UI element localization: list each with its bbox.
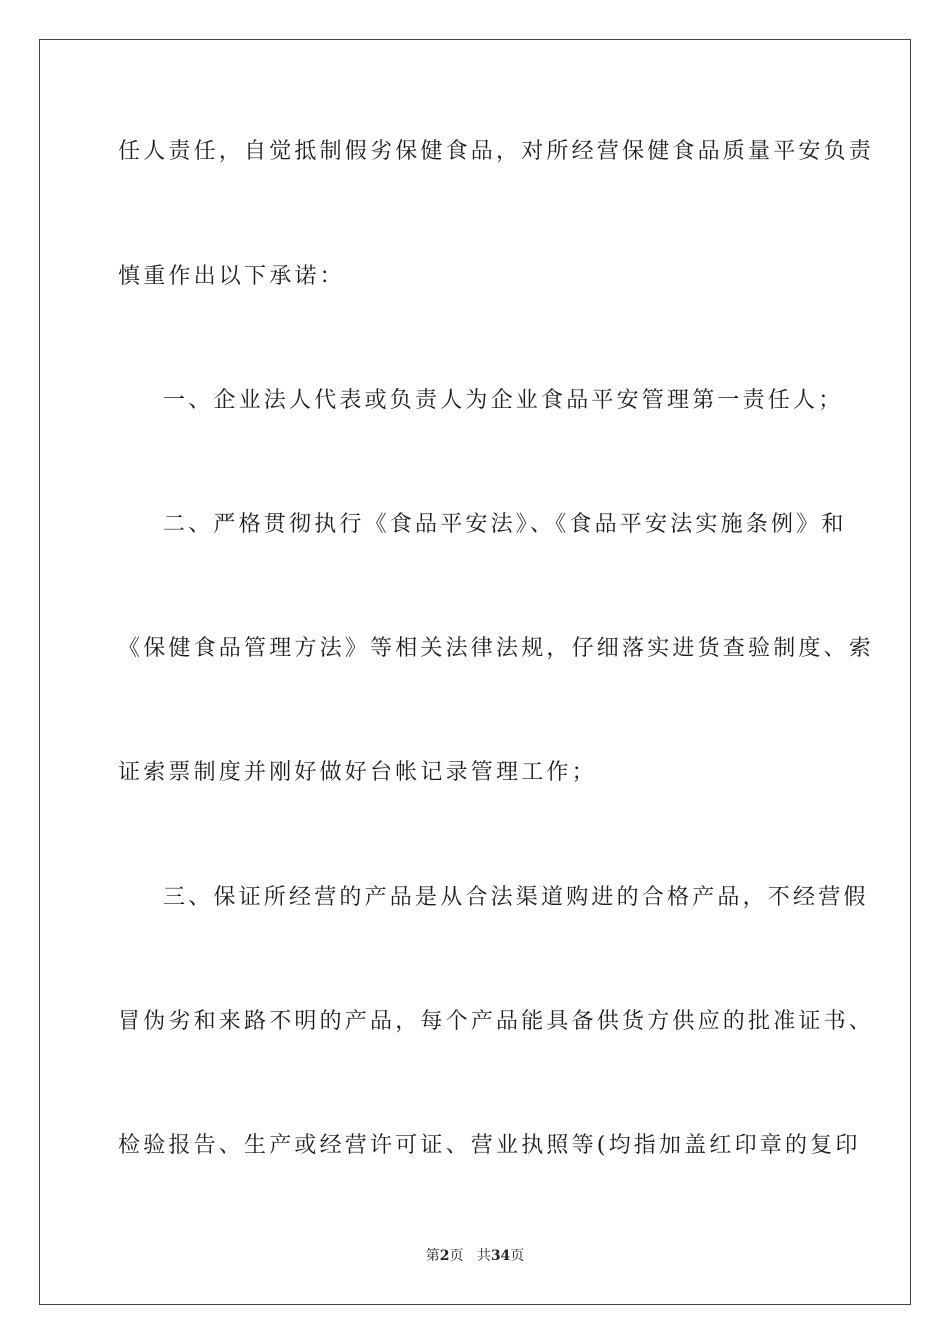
page-border: [39, 39, 911, 1305]
body-text-line: 检验报告、生产或经营许可证、营业执照等(均指加盖红印章的复印: [118, 1133, 861, 1158]
page-prefix: 第: [425, 1248, 440, 1264]
clause-three-line: 三、保证所经营的产品是从合法渠道购进的合格产品，不经营假: [163, 885, 869, 910]
clause-one-line: 一、企业法人代表或负责人为企业食品平安管理第一责任人；: [163, 388, 844, 413]
body-text-line: 冒伪劣和来路不明的产品，每个产品能具备供货方供应的批准证书、: [118, 1009, 875, 1034]
page-footer: [0, 1247, 950, 1265]
body-text-line: 任人责任，自觉抵制假劣保健食品，对所经营保健食品质量平安负责: [118, 139, 875, 164]
body-text-line: 《保健食品管理方法》等相关法律法规，仔细落实进货查验制度、索: [118, 636, 875, 661]
body-text-line: 证索票制度并刚好做好台帐记录管理工作；: [118, 760, 597, 785]
page-suffix: 页: [449, 1248, 464, 1264]
total-prefix: 共: [476, 1248, 491, 1264]
body-text-line: 慎重作出以下承诺：: [118, 264, 345, 289]
total-pages: 34: [490, 1248, 511, 1264]
page-number: 2: [439, 1248, 450, 1264]
clause-two-line: 二、严格贯彻执行《食品平安法》、《食品平安法实施条例》和: [163, 512, 847, 537]
total-suffix: 页: [510, 1248, 525, 1264]
